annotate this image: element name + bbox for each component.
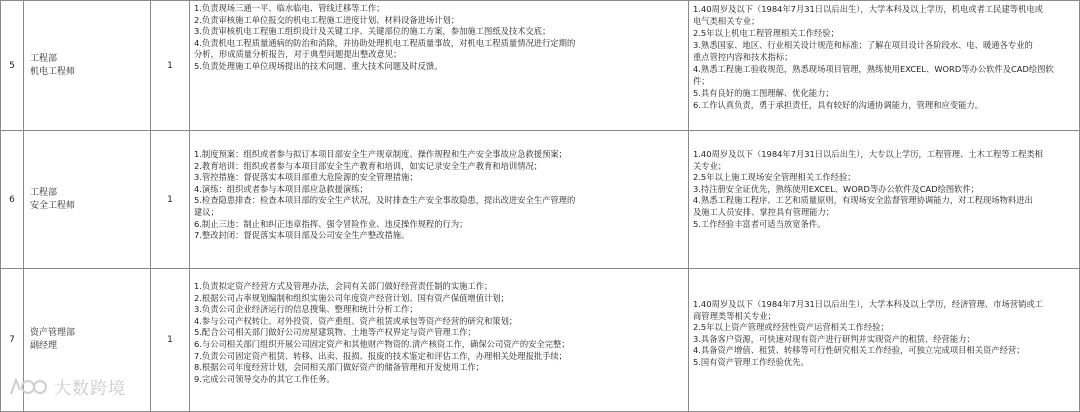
requirement-line: 5.工作经验丰富者可适当放宽条件。 (693, 218, 826, 229)
duty-line: 3.管控措施：督促落实本项目部重大危险源的安全管理措施； (194, 172, 418, 183)
row-number: 5 (1, 1, 24, 131)
job-title: 机电工程师 (30, 66, 76, 77)
duties-cell (190, 269, 689, 412)
requirements-cell (689, 269, 1080, 412)
duty-line: 6.与公司相关部门组织开展公司固定资产和其他财产物资的.清产核资工作，确保公司资产的安全完整； (194, 338, 570, 349)
requirement-line: 商管理类等相关专业； (693, 310, 776, 321)
duty-line: 7.整改封闭：督促落实本项目部及公司安全生产整改措施。 (194, 230, 410, 241)
duties-cell (190, 1, 689, 131)
requirement-line: 重点管控内容和技术指标； (693, 52, 793, 62)
job-title: 安全工程师 (30, 200, 76, 211)
headcount: 1 (151, 1, 190, 131)
department: 工程部 (30, 53, 58, 64)
position-cell (24, 1, 151, 131)
requirement-line: 3.熟悉国家、地区、行业相关设计规范和标准；了解在项目设计各阶段水、电、暖通各专业的 (693, 40, 1033, 50)
watermark (8, 374, 126, 399)
job-title: 副经理 (30, 341, 58, 351)
table-row (1, 269, 1080, 412)
watermark-text: 大数跨境 (54, 379, 126, 399)
department: 工程部 (30, 187, 58, 198)
duty-line: 4.负责机电工程质量通病的防治和消除，并协助处理机电工程质量事故，对机电工程质量情况进行定期的 (194, 37, 576, 48)
duty-line: 5.配合公司相关部门做好公司房屋建筑物、土地等产权界定与资产管理工作； (194, 327, 476, 338)
requirement-line: 5.国有资产管理工作经验优先。 (693, 356, 809, 367)
duty-line: 5.检查隐患排查：检查本项目部的安全生产状况，及时排查生产安全事故隐患，提出改进安全生产管理的 (194, 195, 576, 206)
dashujuajing-logo-icon (8, 376, 48, 398)
duty-line: 2.负责审核施工单位报交的机电工程施工进度计划、材料设备进场计划； (194, 14, 460, 25)
duty-line: 3.负责审核机电工程施工组织设计及关键工序、关键部位的施工方案，参加施工图纸及技术交底； (194, 26, 551, 37)
duty-line: 4.参与公司产权转让、对外投资、资产重组、资产租赁或承包等资产经营的研究和策划； (194, 315, 518, 326)
requirement-line: 关专业； (693, 160, 727, 171)
row-number: 7 (1, 269, 24, 412)
duty-line: 分析，形成质量分析报告，对于典型问题提出整改意见； (194, 49, 402, 60)
duties-cell (190, 131, 689, 269)
duty-line: 6.制止三违：制止和纠正违章指挥、强令冒险作业、违反操作规程的行为； (194, 218, 468, 229)
requirement-line: 2.5年以上机电工程管理相关工作经验； (693, 28, 839, 38)
requirement-line: 6.工作认真负责，勇于承担责任，具有较好的沟通协调能力，管理和应变能力。 (693, 100, 984, 110)
duty-line: 1.负责现场三通一平、临水临电、管线迁移等工作； (194, 3, 385, 13)
duty-line: 建议； (194, 206, 219, 217)
duty-line: 3.负责公司企业经济运行的信息搜集、整理和统计分析工作； (194, 304, 418, 315)
duty-line: 2.教育培训：组织或者参与本项目部安全生产教育和培训，如实记录安全生产教育和培训情况； (194, 160, 543, 171)
requirement-line: 2.5年以上施工现场安全管理相关工作经验； (693, 172, 856, 183)
table-row (1, 1, 1080, 131)
duty-line: 1.制度预案：组织或者参与拟订本项目部安全生产规章制度、操作规程和生产安全事故应急救援预案； (194, 149, 567, 159)
requirement-line: 2.5年以上资产管理或经营性资产运营相关工作经验； (693, 322, 889, 333)
department: 资产管理部 (30, 328, 76, 338)
requirement-line: 1.40周岁及以下（1984年7月31日以后出生），大学本科及以上学历，经济管理、市场营销或工 (693, 299, 1043, 309)
requirement-line: 4.具备资产增值、租赁、转移等可行性研究相关工作经验，可独立完成项目相关资产经营； (693, 345, 1025, 356)
duty-line: 7.负责公司固定资产租赁、转移、出卖、报损、报废的技术鉴定和评估工作，办理相关处理报批手续； (194, 350, 567, 361)
requirement-line: 件； (693, 76, 710, 86)
duty-line: 9.完成公司领导交办的其它工作任务。 (194, 373, 335, 384)
requirement-line: 1.40周岁及以下（1984年7月31日以后出生），大专以上学历，工程管理、土木工程等工程类相 (693, 149, 1043, 159)
table-row (1, 131, 1080, 269)
requirements-cell (689, 131, 1080, 269)
requirement-line: 1.40周岁及以下（1984年7月31日以后出生），大学本科及以上学历，机电或者工民建等机电或 (693, 4, 1043, 14)
requirement-line: 5.具有良好的施工图理解、优化能力； (693, 88, 834, 98)
requirements-cell (689, 1, 1080, 131)
duty-line: 5.负责处理施工单位现场提出的技术问题、重大技术问题及时反馈。 (194, 60, 443, 71)
position-cell (24, 131, 151, 269)
headcount: 1 (151, 131, 190, 269)
duty-line: 1.负责拟定资产经营方式及管理办法，会同有关部门做好经营责任制的实施工作； (194, 281, 493, 291)
requirement-line: 4.熟悉工程施工验收规范，熟悉现场项目管理，熟练使用EXCEL、WORD等办公软件及CAD绘图软 (693, 64, 1054, 74)
duty-line: 4.演练：组织或者参与本项目部应急救援演练； (194, 183, 368, 194)
headcount: 1 (151, 269, 190, 412)
requirement-line: 3.持注册安全证优先，熟练使用EXCEL、WORD等办公软件及CAD绘图软件； (693, 183, 980, 194)
requirement-line: 3.具备客户资源，可快速对现有资产进行研判并实现资产的租赁、经营能力； (693, 333, 975, 344)
requirement-line: 4.熟悉工程施工程序、工艺和质量原则，有现场安全监督管理协调能力，对工程现场物料进出 (693, 195, 1033, 206)
duty-line: 2.根据公司占率规划编制和组织实施公司年度资产经营计划、国有资产保值增值计划； (194, 292, 509, 303)
requirement-line: 及施工人员安排、掌控具有管理能力； (693, 206, 835, 217)
row-number: 6 (1, 131, 24, 269)
duty-line: 8.根据公司年度经营计划，会同相关部门做好资产的储备管理和开发使用工作； (194, 362, 485, 373)
requirement-line: 电气类相关专业； (693, 16, 760, 26)
